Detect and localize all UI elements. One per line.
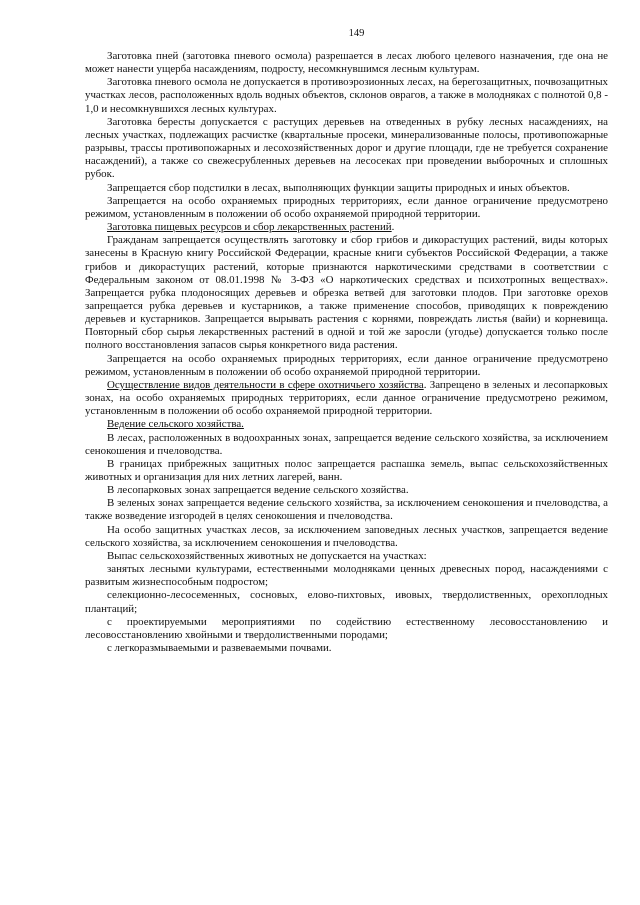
section-heading-paragraph: [85, 221, 608, 234]
list-item: с легкоразмываемыми и развеваемыми почвами.: [107, 642, 332, 655]
section-heading: Осуществление видов деятельности в сфере охотничьего хозяйства: [107, 378, 424, 391]
heading-tail: .: [391, 221, 395, 234]
list-item: селекционно-лесосеменных, сосновых, елово-пихтовых, ивовых, твердолиственных, орехоплодных плантаций;: [85, 589, 608, 615]
paragraph: Гражданам запрещается осуществлять заготовку и сбор грибов и дикорастущих растений, виды которых занесены в Красную книгу Российской Федерации, красные книги субъектов Российской Федерации, а также грибов и дикорастущих растений, которые признаются наркотическими средствами в соответствии с Федеральным законом от 08.01.1998 № 3-ФЗ «О наркотических средствах и психотропных веществах». Запрещается рубка плодоносящих деревьев и обрезка ветвей для заготовки плодов. При заготовке орехов запрещается рубка деревьев и кустарников, а также применение способов, приводящих к повреждению деревьев и кустарников. Запрещается вырывать растения с корнями, повреждать листья (вайи) и корневища. Повторный сбор сырья лекарственных растений в одной и той же заросли (угодье) допускается только после полного восстановления запасов сырья конкретного вида растения.: [85, 234, 608, 352]
section-heading-paragraph: [85, 379, 608, 418]
page-number: 149: [348, 28, 365, 39]
paragraph: На особо защитных участках лесов, за исключением заповедных лесных участков, запрещается ведение сельского хозяйства, за исключением сенокошения и пчеловодства.: [85, 523, 608, 549]
paragraph: Запрещается на особо охраняемых природных территориях, если данное ограничение предусмотрено режимом, установленным в положении об особо охраняемой природной территории.: [85, 194, 608, 220]
section-heading: Ведение сельского хозяйства.: [107, 418, 244, 431]
paragraph: Заготовка бересты допускается с растущих деревьев на отведенных в рубку лесных насаждениях, на лесных участках, подлежащих расчистке (квартальные просеки, минерализованные полосы, противопожарные разрывы, трассы противопожарных и лесохозяйственных дорог и другие площади, где не требуется сохранение насаждений), а также со свежесрубленных деревьев на лесосеках при проведении выборочных и сплошных рубок.: [85, 115, 608, 181]
paragraph: Запрещается на особо охраняемых природных территориях, если данное ограничение предусмотрено режимом, установленным в положении об особо охраняемой природной территории.: [85, 352, 608, 378]
paragraph: В границах прибрежных защитных полос запрещается распашка земель, выпас сельскохозяйственных животных и организация для них летних лагерей, ванн.: [85, 457, 608, 483]
paragraph: В лесопарковых зонах запрещается ведение сельского хозяйства.: [107, 484, 409, 497]
section-heading-paragraph: [85, 418, 608, 431]
paragraph: В зеленых зонах запрещается ведение сельского хозяйства, за исключением сенокошения и пчеловодства, а также возведение изгородей в целях сенокошения и пчеловодства.: [85, 497, 608, 523]
heading-tail: . Запрещено в зеленых и лесопарковых зонах, на особо охраняемых природных территориях, если данное ограничение предусмотрено режимом, установленным в положении об особо охраняемой природной территории.: [85, 378, 609, 418]
section-heading: Заготовка пищевых ресурсов и сбор лекарственных растений: [107, 221, 392, 234]
paragraph: В лесах, расположенных в водоохранных зонах, запрещается ведение сельского хозяйства, за исключением сенокошения и пчеловодства.: [85, 431, 608, 457]
list-item: занятых лесными культурами, естественными молодняками ценных древесных пород, насаждениями с развитым жизнеспособным подростом;: [85, 563, 608, 589]
list-item: с проектируемыми мероприятиями по содействию естественному лесовосстановлению и лесовосстановлению хвойными и твердолиственными породами;: [85, 615, 608, 641]
paragraph: Заготовка пней (заготовка пневого осмола) разрешается в лесах любого целевого назначения, где она не может нанести ущерба насаждениям, подросту, несомкнувшимся лесным культурам.: [85, 50, 608, 76]
paragraph: Заготовка пневого осмола не допускается в противоэрозионных лесах, на берегозащитных, почвозащитных участках лесов, расположенных вдоль водных объектов, склонов оврагов, а также в молодняках с полнотой 0,8 - 1,0 и несомкнувшихся лесных культурах.: [85, 76, 608, 115]
paragraph: Запрещается сбор подстилки в лесах, выполняющих функции защиты природных и иных объектов.: [107, 181, 570, 194]
paragraph: Выпас сельскохозяйственных животных не допускается на участках:: [107, 549, 427, 562]
body-text: [85, 50, 608, 655]
